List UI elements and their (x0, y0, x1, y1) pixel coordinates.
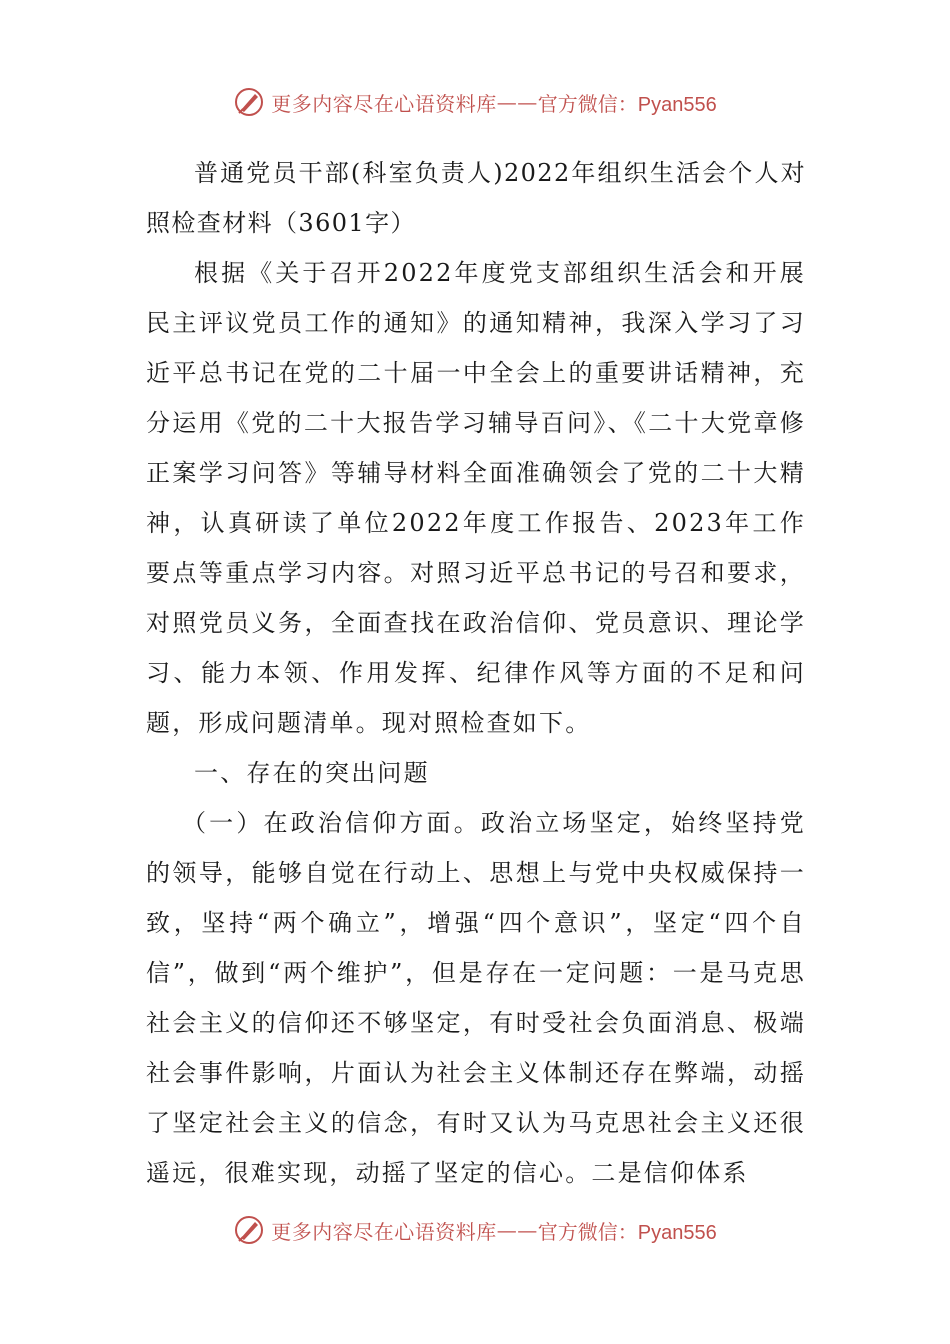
header-watermark (0, 82, 950, 122)
document-title: 普通党员干部(科室负责人)2022年组织生活会个人对照检查材料（3601字） (146, 159, 806, 237)
section-heading: 一、存在的突出问题 (194, 759, 430, 787)
quill-logo-icon (233, 86, 265, 118)
intro-paragraph: 根据《关于召开2022年度党支部组织生活会和开展民主评议党员工作的通知》的通知精神，我深入学习了习近平总书记在党的二十届一中全会上的重要讲话精神，充分运用《党的二十大报告学习辅导百问》、《二十大党章修正案学习问答》等辅导材料全面准确领会了党的二十大精神，认真研读了单位2022年度工作报告、2023年工作要点等重点学习内容。对照习近平总书记的号召和要求，对照党员义务，全面查找在政治信仰、党员意识、理论学习、能力本领、作用发挥、纪律作风等方面的不足和问题，形成问题清单。现对照检查如下。 (146, 259, 806, 737)
banner-library-text: 更多内容尽在心语资料库 (271, 91, 497, 116)
banner-dash: —— (496, 1218, 538, 1242)
section-paragraph: （一）在政治信仰方面。政治立场坚定，始终坚持党的领导，能够自觉在行动上、思想上与党中央权威保持一致，坚持“两个确立”，增强“四个意识”，坚定“四个自信”，做到“两个维护”，但是存在一定问题：一是马克思社会主义的信仰还不够坚定，有时受社会负面消息、极端社会事件影响，片面认为社会主义体制还存在弊端，动摇了坚定社会主义的信念，有时又认为马克思社会主义还很遥远，很难实现，动摇了坚定的信心。二是信仰体系 (146, 809, 806, 1187)
quill-logo-icon (233, 1214, 265, 1246)
banner-library-text: 更多内容尽在心语资料库 (271, 1219, 497, 1244)
footer-watermark (0, 1210, 950, 1250)
banner-wechat-text: 官方微信：Pyan556 (537, 93, 717, 116)
banner-dash: —— (496, 90, 538, 114)
document-body (146, 148, 806, 1198)
banner-wechat-text: 官方微信：Pyan556 (537, 1221, 717, 1244)
